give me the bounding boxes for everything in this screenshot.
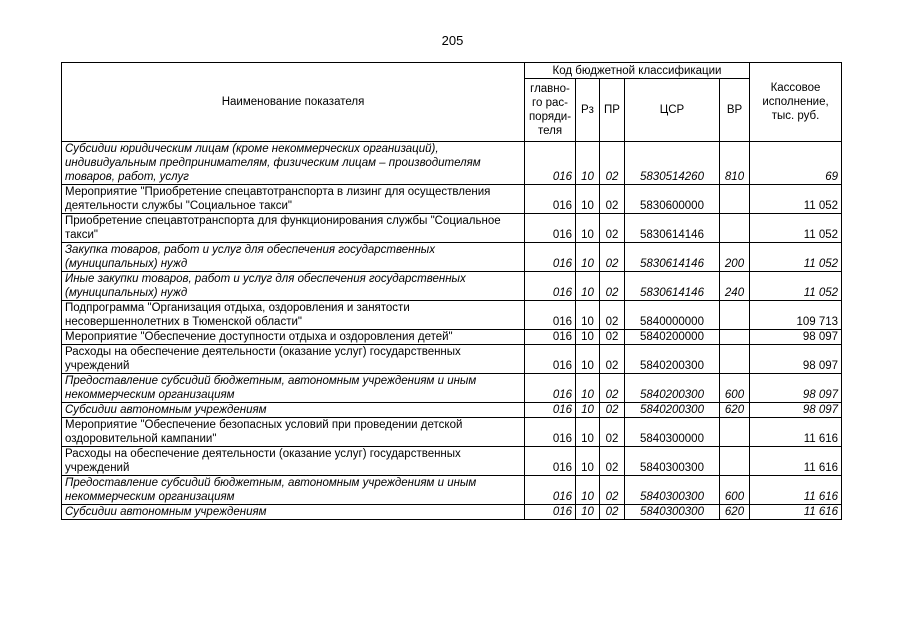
cell-vr: [720, 447, 750, 476]
cell-name: Субсидии юридическим лицам (кроме некоммерческих организаций), индивидуальным предпринимателям, физическим лицам – производителям товаров, работ, услуг: [62, 142, 525, 185]
header-rz: Рз: [576, 79, 600, 142]
cell-pr: 02: [600, 214, 625, 243]
cell-pr: 02: [600, 476, 625, 505]
cell-grbs: 016: [525, 214, 576, 243]
cell-pr: 02: [600, 185, 625, 214]
cell-csr: 5830614146: [625, 214, 720, 243]
cell-amount: 11 052: [750, 272, 842, 301]
cell-amount: 11 052: [750, 243, 842, 272]
header-vr: ВР: [720, 79, 750, 142]
cell-csr: 5840300000: [625, 418, 720, 447]
table-row: [62, 374, 842, 403]
cell-name: Приобретение спецавтотранспорта для функционирования службы "Социальное такси": [62, 214, 525, 243]
header-name: Наименование показателя: [62, 63, 525, 142]
table-row: [62, 330, 842, 345]
cell-vr: 600: [720, 374, 750, 403]
cell-grbs: 016: [525, 243, 576, 272]
cell-pr: 02: [600, 505, 625, 520]
cell-grbs: 016: [525, 345, 576, 374]
table-row: [62, 476, 842, 505]
cell-rz: 10: [576, 243, 600, 272]
cell-grbs: 016: [525, 142, 576, 185]
cell-vr: 200: [720, 243, 750, 272]
cell-name: Расходы на обеспечение деятельности (оказание услуг) государственных учреждений: [62, 447, 525, 476]
cell-grbs: 016: [525, 418, 576, 447]
cell-grbs: 016: [525, 301, 576, 330]
cell-name: Мероприятие "Обеспечение безопасных условий при проведении детской оздоровительной кампании": [62, 418, 525, 447]
budget-table: [61, 62, 842, 520]
cell-pr: 02: [600, 418, 625, 447]
cell-vr: [720, 185, 750, 214]
cell-name: Мероприятие "Обеспечение доступности отдыха и оздоровления детей": [62, 330, 525, 345]
table-row: [62, 301, 842, 330]
cell-name: Иные закупки товаров, работ и услуг для обеспечения государственных (муниципальных) нужд: [62, 272, 525, 301]
cell-rz: 10: [576, 301, 600, 330]
cell-amount: 11 616: [750, 418, 842, 447]
cell-pr: 02: [600, 243, 625, 272]
table-row: [62, 185, 842, 214]
cell-rz: 10: [576, 505, 600, 520]
cell-name: Предоставление субсидий бюджетным, автономным учреждениям и иным некоммерческим организациям: [62, 374, 525, 403]
cell-amount: 98 097: [750, 345, 842, 374]
cell-pr: 02: [600, 374, 625, 403]
cell-vr: 620: [720, 505, 750, 520]
cell-grbs: 016: [525, 330, 576, 345]
cell-vr: [720, 301, 750, 330]
cell-name: Предоставление субсидий бюджетным, автономным учреждениям и иным некоммерческим организациям: [62, 476, 525, 505]
page-number: 205: [441, 33, 464, 48]
cell-pr: 02: [600, 447, 625, 476]
cell-grbs: 016: [525, 476, 576, 505]
cell-grbs: 016: [525, 185, 576, 214]
cell-csr: 5830614146: [625, 272, 720, 301]
cell-amount: 11 616: [750, 505, 842, 520]
cell-rz: 10: [576, 345, 600, 374]
cell-pr: 02: [600, 272, 625, 301]
cell-name: Субсидии автономным учреждениям: [62, 403, 525, 418]
cell-rz: 10: [576, 185, 600, 214]
table-row: [62, 345, 842, 374]
cell-csr: 5840200300: [625, 345, 720, 374]
header-amount: Кассовое исполнение, тыс. руб.: [750, 63, 842, 142]
cell-amount: 98 097: [750, 403, 842, 418]
cell-rz: 10: [576, 142, 600, 185]
cell-csr: 5840200300: [625, 403, 720, 418]
cell-vr: [720, 214, 750, 243]
cell-pr: 02: [600, 403, 625, 418]
cell-vr: 240: [720, 272, 750, 301]
header-pr: ПР: [600, 79, 625, 142]
cell-rz: 10: [576, 476, 600, 505]
cell-csr: 5840200000: [625, 330, 720, 345]
cell-name: Закупка товаров, работ и услуг для обеспечения государственных (муниципальных) нужд: [62, 243, 525, 272]
cell-pr: 02: [600, 301, 625, 330]
cell-csr: 5840300300: [625, 447, 720, 476]
cell-rz: 10: [576, 418, 600, 447]
cell-vr: 600: [720, 476, 750, 505]
cell-csr: 5830614146: [625, 243, 720, 272]
cell-vr: [720, 330, 750, 345]
cell-rz: 10: [576, 330, 600, 345]
cell-name: Мероприятие "Приобретение спецавтотранспорта в лизинг для осуществления деятельности службы "Социальное такси": [62, 185, 525, 214]
cell-grbs: 016: [525, 403, 576, 418]
cell-vr: [720, 418, 750, 447]
table-row: [62, 447, 842, 476]
cell-amount: 11 052: [750, 185, 842, 214]
cell-grbs: 016: [525, 272, 576, 301]
cell-name: Расходы на обеспечение деятельности (оказание услуг) государственных учреждений: [62, 345, 525, 374]
budget-rows: [62, 142, 842, 520]
cell-name: Субсидии автономным учреждениям: [62, 505, 525, 520]
cell-vr: 620: [720, 403, 750, 418]
cell-amount: 11 052: [750, 214, 842, 243]
table-row: [62, 418, 842, 447]
cell-rz: 10: [576, 272, 600, 301]
cell-amount: 69: [750, 142, 842, 185]
cell-amount: 109 713: [750, 301, 842, 330]
cell-csr: 5840300300: [625, 476, 720, 505]
cell-vr: 810: [720, 142, 750, 185]
cell-amount: 98 097: [750, 374, 842, 403]
cell-amount: 98 097: [750, 330, 842, 345]
cell-rz: 10: [576, 214, 600, 243]
cell-rz: 10: [576, 374, 600, 403]
table-row: [62, 272, 842, 301]
table-row: [62, 243, 842, 272]
cell-csr: 5840000000: [625, 301, 720, 330]
cell-rz: 10: [576, 447, 600, 476]
table-row: [62, 142, 842, 185]
cell-pr: 02: [600, 142, 625, 185]
header-code-group: Код бюджетной классификации: [525, 63, 750, 79]
table-row: [62, 214, 842, 243]
cell-csr: 5840300300: [625, 505, 720, 520]
table-row: [62, 505, 842, 520]
table-row: [62, 403, 842, 418]
cell-rz: 10: [576, 403, 600, 418]
cell-pr: 02: [600, 345, 625, 374]
cell-vr: [720, 345, 750, 374]
header-csr: ЦСР: [625, 79, 720, 142]
cell-pr: 02: [600, 330, 625, 345]
cell-amount: 11 616: [750, 447, 842, 476]
cell-grbs: 016: [525, 505, 576, 520]
cell-csr: 5830514260: [625, 142, 720, 185]
cell-amount: 11 616: [750, 476, 842, 505]
cell-csr: 5840200300: [625, 374, 720, 403]
cell-grbs: 016: [525, 447, 576, 476]
cell-csr: 5830600000: [625, 185, 720, 214]
cell-grbs: 016: [525, 374, 576, 403]
header-grbs: главно-го рас-поряди-теля: [525, 79, 576, 142]
cell-name: Подпрограмма "Организация отдыха, оздоровления и занятости несовершеннолетних в Тюменской области": [62, 301, 525, 330]
